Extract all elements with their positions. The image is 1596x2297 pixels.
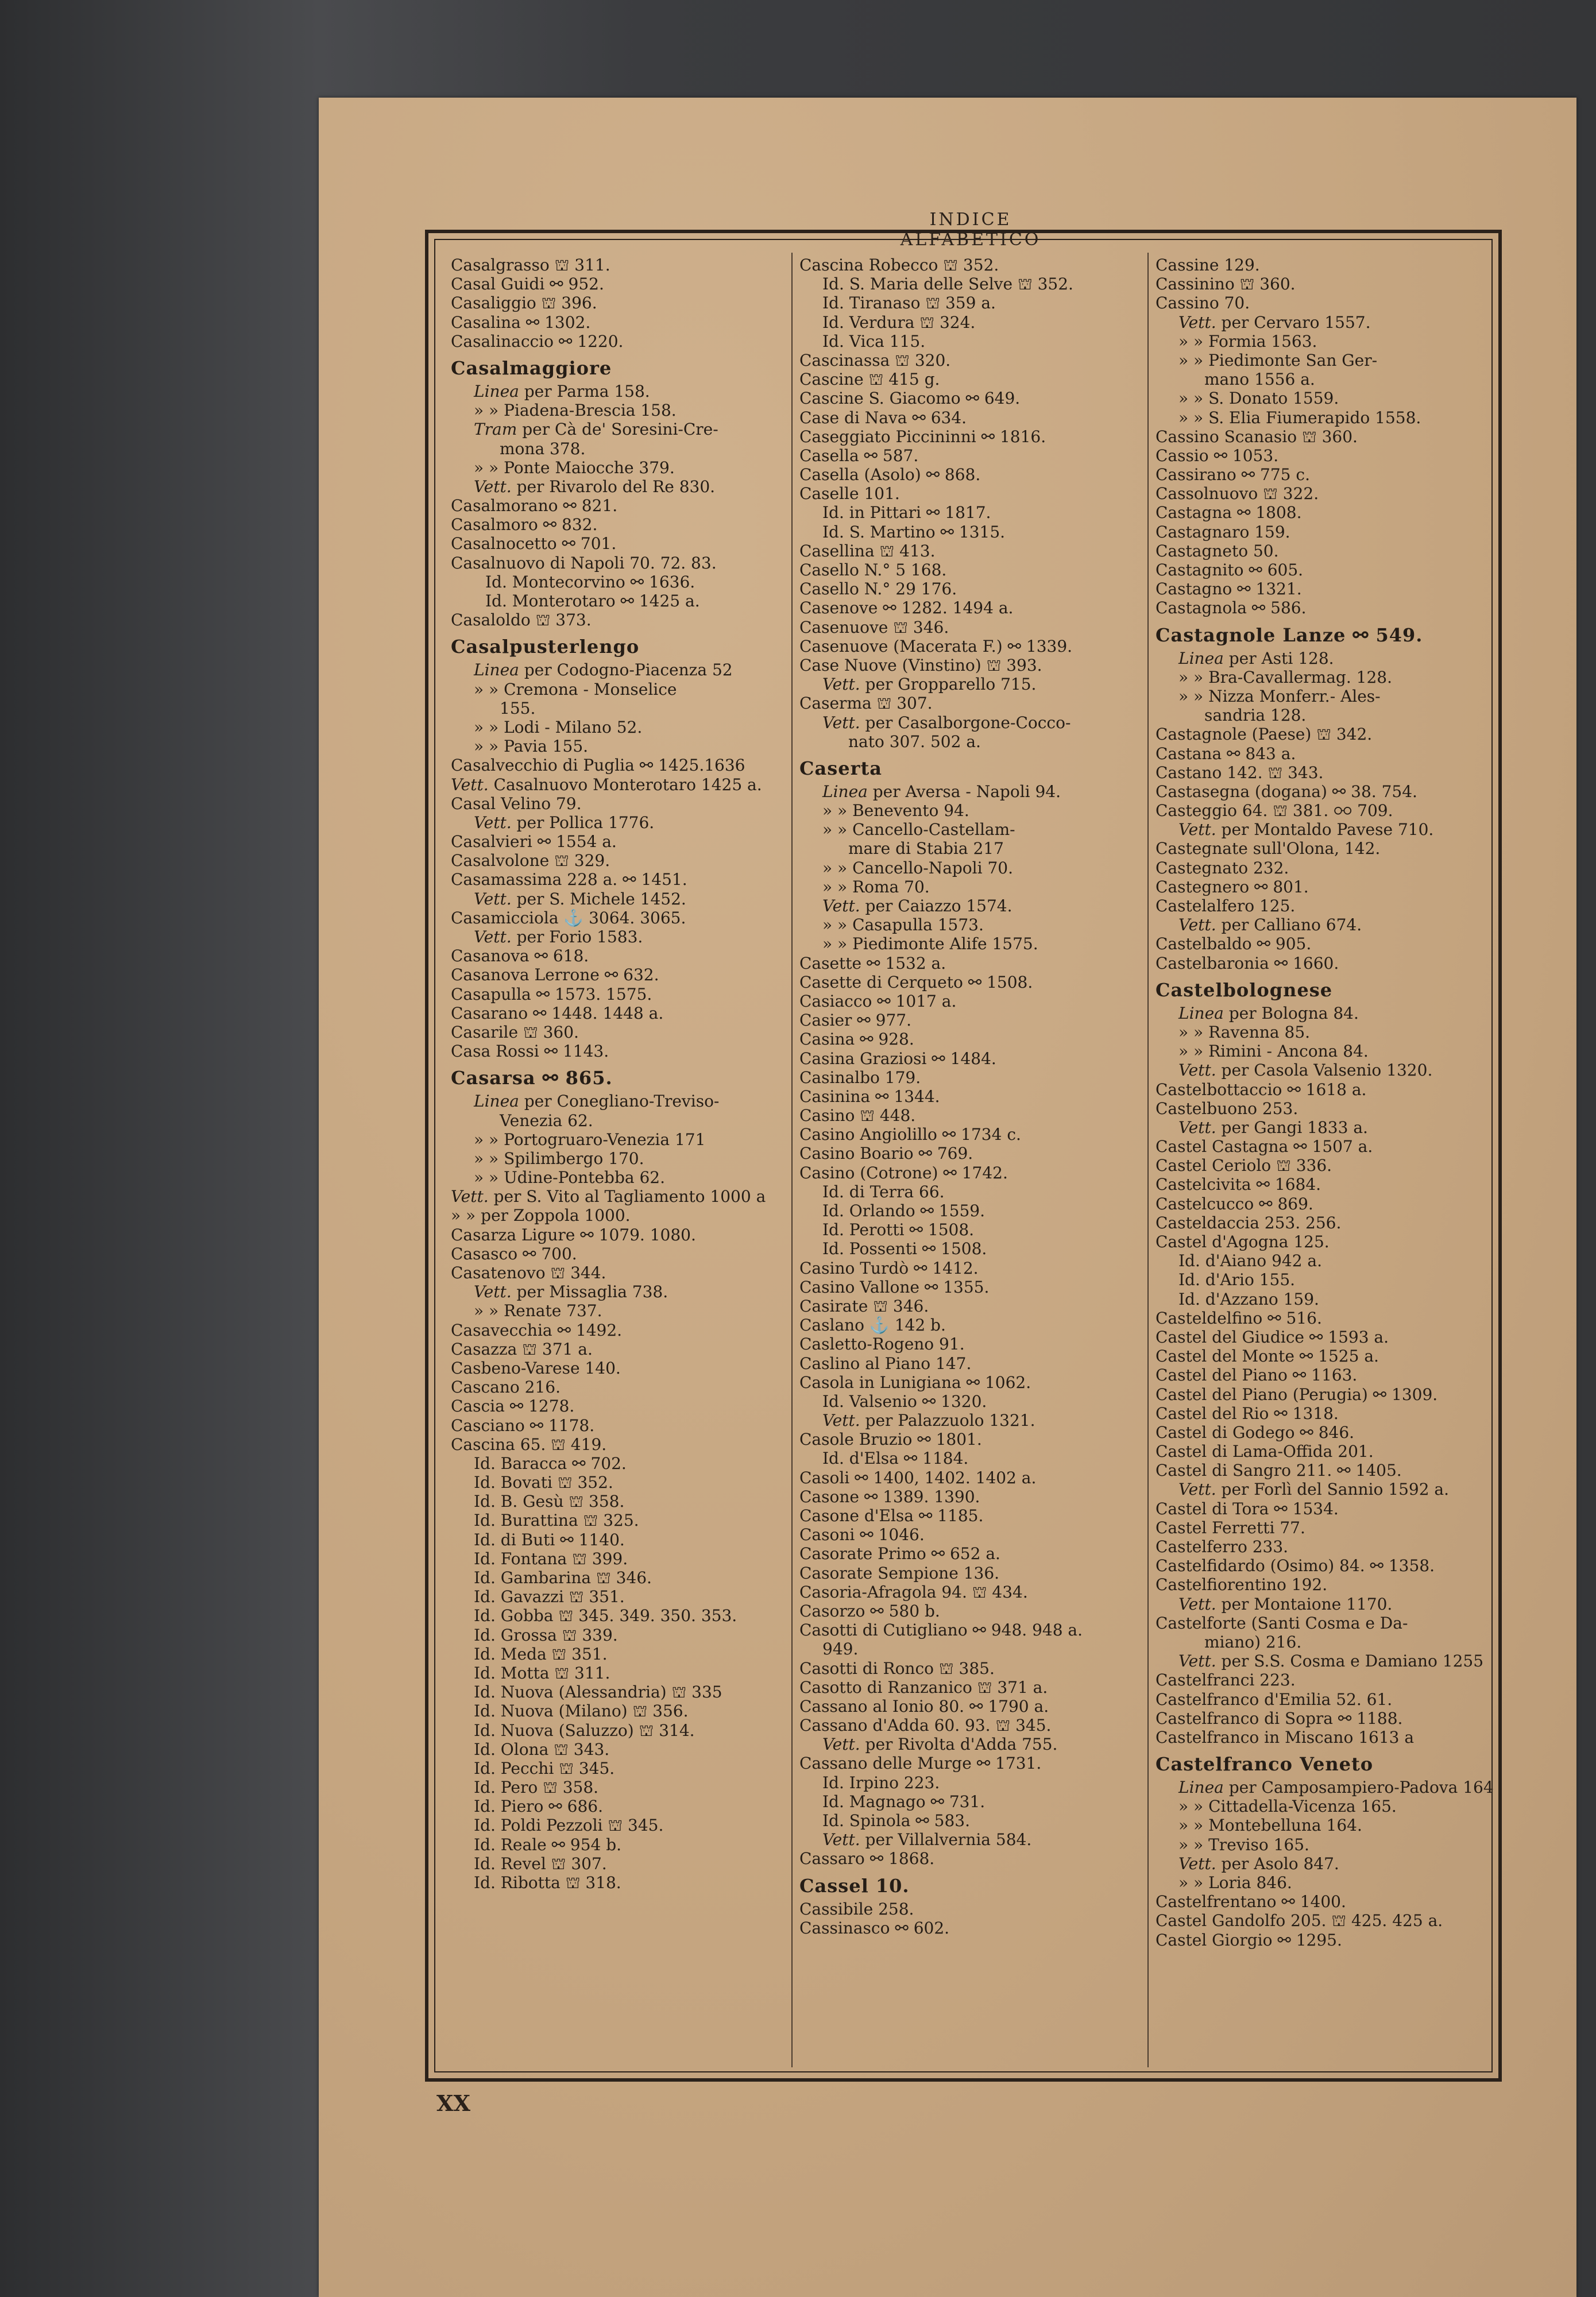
index-entry: Casoni ⚯ 1046. [799, 1525, 925, 1545]
index-entry: Linea per Conegliano-Treviso- [474, 1092, 720, 1111]
index-entry: Id. Possenti ⚯ 1508. [822, 1239, 987, 1259]
index-entry: Casorzo ⚯ 580 b. [799, 1601, 940, 1621]
index-entry: » » Udine-Pontebba 62. [474, 1168, 665, 1188]
index-entry: Id. di Buti ⚯ 1140. [474, 1530, 625, 1549]
index-entry: Casino Vallone ⚯ 1355. [799, 1277, 990, 1297]
index-entry: Vett. per Pollica 1776. [474, 813, 655, 832]
index-entry: Casier ⚯ 977. [799, 1011, 912, 1030]
index-entry: Id. Gobba ⛫ 345. 349. 350. 353. [474, 1606, 737, 1626]
index-entry: nato 307. 502 a. [848, 732, 981, 751]
index-entry: Cascia ⚯ 1278. [451, 1397, 575, 1416]
index-entry: Casaloldo ⛫ 373. [451, 610, 592, 630]
index-entry: Vett. per Casola Valsenio 1320. [1178, 1061, 1433, 1080]
index-entry: Caserma ⛫ 307. [799, 694, 933, 713]
index-entry: Vett. per Missaglia 738. [474, 1282, 668, 1302]
index-entry: Id. Olona ⛫ 343. [474, 1739, 610, 1759]
index-entry: Vett. per Casalborgone-Cocco- [822, 713, 1071, 732]
index-entry: » » Roma 70. [822, 877, 930, 896]
index-entry: Casa Rossi ⚯ 1143. [451, 1042, 609, 1061]
index-entry: Venezia 62. [500, 1111, 593, 1130]
index-entry: Casal Guidi ⚯ 952. [451, 274, 604, 294]
index-entry: Vett. per Cervaro 1557. [1178, 312, 1371, 332]
index-entry: Vett. per Rivarolo del Re 830. [474, 477, 716, 496]
index-entry: Caselle 101. [799, 484, 900, 504]
index-entry: » » Lodi - Milano 52. [474, 717, 643, 737]
index-entry: Id. Nuova (Saluzzo) ⛫ 314. [474, 1720, 695, 1740]
index-entry: Id. d'Aiano 942 a. [1178, 1251, 1323, 1271]
index-entry: Linea per Camposampiero-Padova 164 [1178, 1778, 1494, 1797]
index-entry: Id. Burattina ⛫ 325. [474, 1511, 639, 1530]
index-entry: Cascina 65. ⛫ 419. [451, 1434, 607, 1454]
index-entry: » » Rimini - Ancona 84. [1178, 1042, 1369, 1061]
index-entry: Castagna ⚯ 1808. [1156, 503, 1302, 523]
index-entry: Castel del Piano (Perugia) ⚯ 1309. [1156, 1385, 1438, 1404]
index-entry: Linea per Parma 158. [474, 381, 650, 401]
index-entry: Casello N.° 29 176. [799, 579, 957, 599]
index-entry: Casorate Primo ⚯ 652 a. [799, 1544, 1000, 1564]
index-entry: mano 1556 a. [1204, 370, 1315, 389]
index-entry: Id. d'Elsa ⚯ 1184. [822, 1449, 969, 1468]
index-entry: 949. [822, 1639, 859, 1659]
index-entry: Id. Perotti ⚯ 1508. [822, 1220, 975, 1240]
index-heading: Casalmaggiore [451, 357, 612, 379]
index-entry: Casalmorano ⚯ 821. [451, 496, 618, 516]
index-entry: » » Piedimonte Alife 1575. [822, 934, 1038, 954]
index-entry: Castel Gandolfo 205. ⛫ 425. 425 a. [1156, 1911, 1443, 1931]
index-entry: Id. Valsenio ⚯ 1320. [822, 1391, 987, 1411]
index-entry: mona 378. [500, 439, 586, 458]
index-entry: Castagno ⚯ 1321. [1156, 579, 1302, 599]
index-entry: Castel del Giudice ⚯ 1593 a. [1156, 1327, 1389, 1347]
index-entry: Casapulla ⚯ 1573. 1575. [451, 984, 652, 1004]
index-entry: Casarile ⛫ 360. [451, 1022, 579, 1042]
index-entry: » » Cittadella-Vicenza 165. [1178, 1797, 1397, 1816]
index-entry: Castelcucco ⚯ 869. [1156, 1194, 1313, 1213]
index-entry: Casella (Asolo) ⚯ 868. [799, 465, 981, 485]
index-entry: Id. Nuova (Milano) ⛫ 356. [474, 1702, 689, 1721]
index-entry: Casellina ⛫ 413. [799, 541, 936, 560]
index-entry: Case di Nava ⚯ 634. [799, 408, 967, 427]
index-entry: Castana ⚯ 843 a. [1156, 744, 1296, 763]
index-entry: Vett. Casalnuovo Monterotaro 1425 a. [451, 775, 762, 794]
index-entry: Castagneto 50. [1156, 541, 1279, 560]
index-entry: Castelbaronia ⚯ 1660. [1156, 953, 1339, 973]
index-entry: Caslino al Piano 147. [799, 1354, 972, 1373]
index-entry: Casone ⚯ 1389. 1390. [799, 1487, 980, 1506]
index-entry: Casenove ⚯ 1282. 1494 a. [799, 598, 1014, 618]
index-entry: Casamicciola ⚓ 3064. 3065. [451, 908, 686, 927]
index-entry: Vett. per Villalvernia 584. [822, 1830, 1032, 1850]
index-entry: » » Spilimbergo 170. [474, 1148, 644, 1168]
index-entry: Cassinino ⛫ 360. [1156, 274, 1296, 294]
index-entry: Casanova Lerrone ⚯ 632. [451, 965, 659, 985]
index-entry: » » Casapulla 1573. [822, 915, 984, 935]
index-entry: Cassaro ⚯ 1868. [799, 1849, 935, 1869]
index-entry: Id. Orlando ⚯ 1559. [822, 1201, 986, 1220]
index-entry: Id. Revel ⛫ 307. [474, 1854, 607, 1873]
index-entry: Id. Verdura ⛫ 324. [822, 312, 976, 332]
index-entry: Castelforte (Santi Cosma e Da- [1156, 1613, 1408, 1633]
index-entry: » » Benevento 94. [822, 801, 969, 821]
index-entry: miano) 216. [1204, 1632, 1302, 1652]
index-entry: » » Formia 1563. [1178, 331, 1317, 351]
index-entry: Id. Magnago ⚯ 731. [822, 1792, 986, 1811]
index-entry: Castelfranco in Miscano 1613 a [1156, 1727, 1415, 1747]
index-entry: Cassinasco ⚯ 602. [799, 1918, 950, 1938]
index-entry: Castel di Tora ⚯ 1534. [1156, 1499, 1339, 1518]
index-entry: Casalvecchio di Puglia ⚯ 1425.1636 [451, 756, 745, 775]
index-entry: Casenuove ⛫ 346. [799, 617, 949, 637]
index-entry: Id. Bovati ⛫ 352. [474, 1473, 613, 1492]
index-entry: Cascina Robecco ⛫ 352. [799, 256, 999, 274]
index-entry: » » Piadena-Brescia 158. [474, 401, 677, 420]
index-entry: Vett. per Calliano 674. [1178, 915, 1362, 935]
index-entry: Castegnato 232. [1156, 858, 1289, 877]
index-entry: Vett. per S. Michele 1452. [474, 889, 686, 908]
index-entry: Castelfranco di Sopra ⚯ 1188. [1156, 1708, 1403, 1728]
index-entry: » » Ponte Maiocche 379. [474, 458, 675, 477]
index-entry: Cascine ⛫ 415 g. [799, 370, 940, 389]
index-entry: Castelfranco d'Emilia 52. 61. [1156, 1689, 1393, 1709]
index-entry: Casaliggio ⛫ 396. [451, 293, 597, 313]
index-entry: Casalnocetto ⚯ 701. [451, 534, 617, 554]
index-entry: Vett. per S.S. Cosma e Damiano 1255 [1178, 1652, 1484, 1671]
index-entry: Casotti di Ronco ⛫ 385. [799, 1658, 995, 1678]
index-entry: Id. Ribotta ⛫ 318. [474, 1873, 621, 1892]
index-entry: Vett. per Gropparello 715. [822, 675, 1037, 694]
index-entry: Castelalfero 125. [1156, 896, 1296, 915]
index-entry: Castelbottaccio ⚯ 1618 a. [1156, 1080, 1367, 1099]
index-heading: Cassel 10. [799, 1874, 910, 1897]
index-entry: Castelfrentano ⚯ 1400. [1156, 1892, 1346, 1912]
index-entry: Id. Pecchi ⛫ 345. [474, 1758, 615, 1778]
index-entry: Id. Gavazzi ⛫ 351. [474, 1587, 625, 1607]
index-entry: Casinalbo 179. [799, 1068, 921, 1087]
index-entry: Castelferro 233. [1156, 1537, 1289, 1556]
index-entry: Casina ⚯ 928. [799, 1030, 914, 1049]
page-number: XX [436, 2090, 470, 2116]
index-entry: Castelfiorentino 192. [1156, 1575, 1328, 1595]
index-entry: Castagnole (Paese) ⛫ 342. [1156, 725, 1373, 744]
index-entry: Tram per Cà de' Soresini-Cre- [474, 420, 718, 439]
index-entry: Id. Baracca ⚯ 702. [474, 1453, 627, 1473]
index-entry: Id. S. Martino ⚯ 1315. [822, 522, 1006, 542]
index-entry: Casavecchia ⚯ 1492. [451, 1320, 623, 1340]
index-entry: Casette di Cerqueto ⚯ 1508. [799, 972, 1033, 992]
index-entry: Casciano ⚯ 1178. [451, 1416, 595, 1435]
index-entry: Linea per Codogno-Piacenza 52 [474, 660, 733, 680]
index-entry: » » Cancello-Napoli 70. [822, 858, 1014, 877]
index-entry: Id. S. Maria delle Selve ⛫ 352. [822, 274, 1073, 294]
index-entry: Castelcivita ⚯ 1684. [1156, 1175, 1321, 1194]
index-entry: Castel del Monte ⚯ 1525 a. [1156, 1347, 1379, 1366]
index-entry: Id. Irpino 223. [822, 1773, 940, 1792]
index-entry: Id. Motta ⛫ 311. [474, 1663, 610, 1683]
index-entry: Id. di Terra 66. [822, 1182, 945, 1201]
index-entry: Linea per Asti 128. [1178, 648, 1334, 668]
index-entry: Casotto di Ranzanico ⛫ 371 a. [799, 1677, 1048, 1697]
index-entry: » » Bra-Cavallermag. 128. [1178, 667, 1392, 687]
index-entry: Castelfidardo (Osimo) 84. ⚯ 1358. [1156, 1556, 1435, 1576]
index-entry: Vett. per Forlì del Sannio 1592 a. [1178, 1480, 1450, 1499]
index-entry: Casotti di Cutigliano ⚯ 948. 948 a. [799, 1621, 1083, 1640]
index-entry: Castano 142. ⛫ 343. [1156, 763, 1324, 782]
index-entry: Id. Pero ⛫ 358. [474, 1778, 599, 1797]
index-entry: Castegnero ⚯ 801. [1156, 877, 1309, 896]
index-entry: Vett. per Asolo 847. [1178, 1854, 1339, 1873]
index-entry: Vett. per Montaione 1170. [1178, 1594, 1393, 1614]
index-entry: Cassino 70. [1156, 293, 1250, 313]
index-entry: Casamassima 228 a. ⚯ 1451. [451, 870, 687, 890]
index-entry: Castel del Piano ⚯ 1163. [1156, 1366, 1358, 1385]
index-entry: Casazza ⛫ 371 a. [451, 1339, 593, 1359]
index-entry: Vett. per Rivolta d'Adda 755. [822, 1735, 1058, 1754]
index-heading: Castelbolognese [1156, 979, 1333, 1001]
index-entry: Casola in Lunigiana ⚯ 1062. [799, 1372, 1031, 1392]
index-entry: Casarano ⚯ 1448. 1448 a. [451, 1003, 664, 1023]
index-entry: Castel Ferretti 77. [1156, 1518, 1305, 1537]
index-entry: Caslano ⚓ 142 b. [799, 1316, 946, 1335]
index-entry: Castel d'Agogna 125. [1156, 1232, 1330, 1251]
index-entry: » » Portogruaro-Venezia 171 [474, 1130, 706, 1149]
index-entry: Castel di Lama-Offida 201. [1156, 1442, 1374, 1461]
index-entry: Id. Reale ⚯ 954 b. [474, 1835, 622, 1854]
index-entry: Cascinassa ⛫ 320. [799, 350, 951, 370]
index-entry: Casalnuovo di Napoli 70. 72. 83. [451, 553, 717, 573]
index-entry: Linea per Bologna 84. [1178, 1003, 1359, 1023]
index-entry: Id. Monterotaro ⚯ 1425 a. [485, 591, 700, 610]
index-entry: Cassano delle Murge ⚯ 1731. [799, 1754, 1042, 1773]
index-entry: Casenuove (Macerata F.) ⚯ 1339. [799, 636, 1073, 656]
index-heading: Caserta [799, 757, 882, 779]
index-entry: Cassine 129. [1156, 256, 1260, 274]
index-entry: Cassibile 258. [799, 1899, 914, 1919]
index-entry: Casella ⚯ 587. [799, 446, 919, 465]
index-entry: Id. Gambarina ⛫ 346. [474, 1568, 652, 1587]
index-entry: Casbeno-Varese 140. [451, 1358, 621, 1378]
index-entry: Id. Nuova (Alessandria) ⛫ 335 [474, 1683, 722, 1702]
index-entry: Casteldelfino ⚯ 516. [1156, 1308, 1322, 1328]
index-entry: Castagnola ⚯ 586. [1156, 598, 1307, 618]
index-entry: Casalvolone ⛫ 329. [451, 851, 610, 871]
index-entry: Casinina ⚯ 1344. [799, 1086, 940, 1106]
index-entry: Casalina ⚯ 1302. [451, 312, 591, 332]
index-entry: » » Cremona - Monselice [474, 679, 677, 699]
index-entry: Casarza Ligure ⚯ 1079. 1080. [451, 1225, 696, 1244]
index-entry: Casino Boario ⚯ 769. [799, 1144, 973, 1163]
index-entry: Cassano al Ionio 80. ⚯ 1790 a. [799, 1696, 1049, 1716]
index-entry: Casino (Cotrone) ⚯ 1742. [799, 1163, 1008, 1182]
index-entry: » » Renate 737. [474, 1301, 602, 1321]
index-entry: mare di Stabia 217 [848, 839, 1004, 859]
index-heading: Casarsa ⚯ 865. [451, 1067, 613, 1089]
index-entry: Castel Castagna ⚯ 1507 a. [1156, 1137, 1373, 1157]
index-entry: Casteldaccia 253. 256. [1156, 1213, 1342, 1232]
index-entry: Casino Angiolillo ⚯ 1734 c. [799, 1125, 1021, 1144]
index-entry: Id. d'Azzano 159. [1178, 1289, 1319, 1309]
index-entry: Casino ⛫ 448. [799, 1106, 916, 1126]
index-entry: Castagnaro 159. [1156, 522, 1290, 542]
index-entry: Id. Tiranaso ⛫ 359 a. [822, 293, 996, 313]
index-entry: Casole Bruzio ⚯ 1801. [799, 1430, 982, 1449]
index-entry: Cassano d'Adda 60. 93. ⛫ 345. [799, 1716, 1052, 1735]
index-entry: Vett. per S. Vito al Tagliamento 1000 a [451, 1187, 766, 1206]
index-entry: Casoria-Afragola 94. ⛫ 434. [799, 1582, 1028, 1602]
index-entry: Casalvieri ⚯ 1554 a. [451, 832, 617, 852]
index-entry: Casino Turdò ⚯ 1412. [799, 1258, 979, 1278]
index-entry: Cassirano ⚯ 775 c. [1156, 465, 1310, 485]
index-entry: Casirate ⛫ 346. [799, 1296, 929, 1316]
index-entry: Casatenovo ⛫ 344. [451, 1263, 606, 1282]
index-entry: Casalgrasso ⛫ 311. [451, 256, 610, 274]
index-entry: Caseggiato Piccininni ⚯ 1816. [799, 427, 1046, 446]
index-entry: Vett. per Caiazzo 1574. [822, 896, 1013, 915]
index-heading: Castagnole Lanze ⚯ 549. [1156, 624, 1423, 646]
index-entry: Castegnate sull'Olona, 142. [1156, 839, 1381, 859]
index-entry: Id. Fontana ⛫ 399. [474, 1549, 628, 1568]
index-entry: Castel Giorgio ⚯ 1295. [1156, 1930, 1342, 1950]
index-entry: Linea per Aversa - Napoli 94. [822, 782, 1061, 801]
index-entry: Vett. per Gangi 1833 a. [1178, 1117, 1368, 1137]
index-entry: Cassio ⚯ 1053. [1156, 446, 1279, 465]
index-entry: Casello N.° 5 168. [799, 560, 947, 579]
index-entry: Vett. per Forio 1583. [474, 927, 643, 946]
index-entry: Id. d'Ario 155. [1178, 1270, 1296, 1290]
index-column-1 [451, 256, 795, 1892]
index-entry: » » Pavia 155. [474, 737, 589, 756]
index-entry: Cassolnuovo ⛫ 322. [1156, 484, 1319, 504]
index-entry: Casoli ⚯ 1400, 1402. 1402 a. [799, 1468, 1037, 1487]
index-entry: Castel di Godego ⚯ 846. [1156, 1422, 1355, 1442]
index-entry: Casletto-Rogeno 91. [799, 1335, 965, 1354]
index-entry: Case Nuove (Vinstino) ⛫ 393. [799, 655, 1042, 675]
index-entry: Id. Spinola ⚯ 583. [822, 1811, 970, 1830]
index-entry: Cascano 216. [451, 1378, 561, 1397]
index-entry: Vett. per Palazzuolo 1321. [822, 1411, 1035, 1430]
index-entry: » » S. Elia Fiumerapido 1558. [1178, 408, 1421, 427]
index-entry: Id. Poldi Pezzoli ⛫ 345. [474, 1816, 664, 1835]
index-entry: Casina Graziosi ⚯ 1484. [799, 1049, 996, 1068]
index-heading: Casalpusterlengo [451, 636, 640, 658]
index-entry: Castel Ceriolo ⛫ 336. [1156, 1156, 1332, 1175]
index-entry: Id. Piero ⚯ 686. [474, 1797, 603, 1816]
index-entry: » » Treviso 165. [1178, 1835, 1309, 1854]
index-entry: Casorate Sempione 136. [799, 1563, 1000, 1583]
index-entry: Id. Vica 115. [822, 331, 926, 351]
index-entry: Casteggio 64. ⛫ 381. ⚯ 709. [1156, 801, 1393, 821]
index-entry: Casalinaccio ⚯ 1220. [451, 331, 624, 351]
index-entry: Castagnito ⚯ 605. [1156, 560, 1304, 579]
index-entry: Id. in Pittari ⚯ 1817. [822, 503, 991, 523]
index-entry: Id. B. Gesù ⛫ 358. [474, 1492, 625, 1511]
index-entry: Casanova ⚯ 618. [451, 946, 589, 966]
index-entry: Id. Montecorvino ⚯ 1636. [485, 572, 695, 591]
index-entry: Casalmoro ⚯ 832. [451, 515, 598, 535]
index-entry: Castelfranci 223. [1156, 1670, 1296, 1690]
index-entry: » » per Zoppola 1000. [451, 1206, 631, 1225]
index-entry: Castel del Rio ⚯ 1318. [1156, 1403, 1339, 1423]
index-entry: » » Piedimonte San Ger- [1178, 350, 1378, 370]
index-entry: Id. Grossa ⛫ 339. [474, 1625, 618, 1645]
index-entry: » » Ravenna 85. [1178, 1022, 1311, 1042]
index-entry: Castel di Sangro 211. ⚯ 1405. [1156, 1461, 1402, 1480]
index-entry: 155. [500, 698, 536, 718]
index-entry: » » Nizza Monferr.- Ales- [1178, 686, 1381, 706]
index-entry: Castelbuono 253. [1156, 1099, 1299, 1118]
index-entry: » » Cancello-Castellam- [822, 820, 1015, 840]
index-entry: » » Montebelluna 164. [1178, 1816, 1362, 1835]
index-entry: Castelbaldo ⚯ 905. [1156, 934, 1312, 954]
index-entry: sandria 128. [1204, 706, 1307, 725]
running-header: INDICE ALFABETICO [900, 210, 1041, 250]
index-entry: Casette ⚯ 1532 a. [799, 953, 946, 973]
column-rule [1147, 253, 1149, 2067]
index-entry: Castasegna (dogana) ⚯ 38. 754. [1156, 782, 1417, 801]
index-entry: Vett. per Montaldo Pavese 710. [1178, 820, 1434, 840]
index-entry: Casal Velino 79. [451, 794, 582, 813]
index-entry: Casasco ⚯ 700. [451, 1244, 577, 1263]
index-entry: Casiacco ⚯ 1017 a. [799, 991, 957, 1011]
index-column-2 [799, 256, 1144, 1938]
index-entry: Id. Meda ⛫ 351. [474, 1644, 608, 1664]
index-entry: Cascine S. Giacomo ⚯ 649. [799, 389, 1021, 408]
index-entry: » » S. Donato 1559. [1178, 389, 1339, 408]
index-column-3 [1156, 256, 1500, 1950]
index-entry: » » Loria 846. [1178, 1873, 1292, 1892]
index-entry: Casone d'Elsa ⚯ 1185. [799, 1506, 984, 1525]
index-heading: Castelfranco Veneto [1156, 1753, 1374, 1776]
index-entry: Cassino Scanasio ⛫ 360. [1156, 427, 1358, 446]
